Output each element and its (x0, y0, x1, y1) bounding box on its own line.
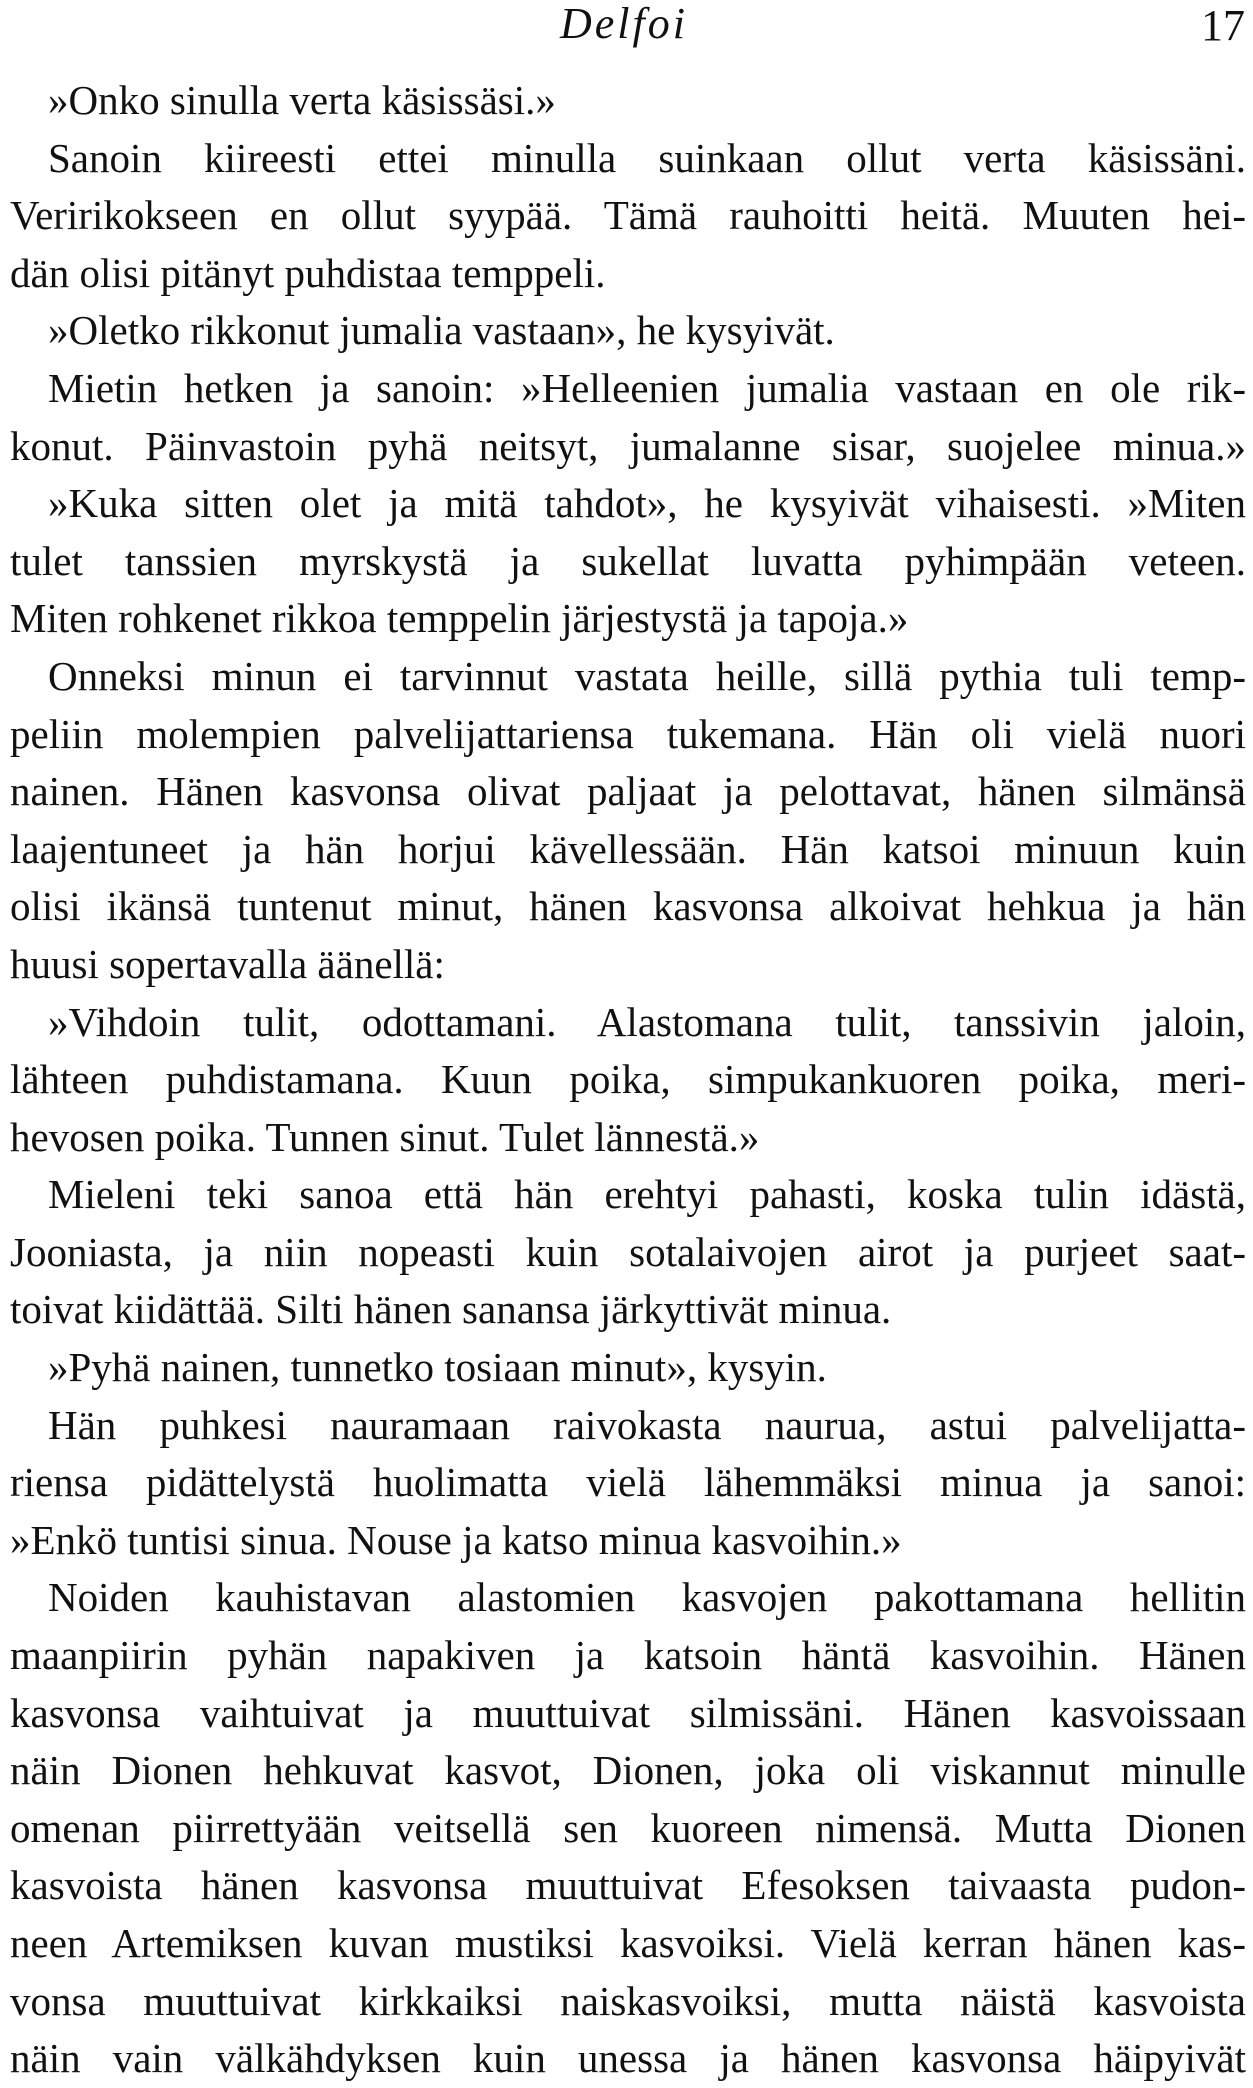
text-line: »Pyhä nainen, tunnetko tosiaan minut», kysyin. (48, 1344, 827, 1391)
text-line: maanpiirin pyhän napakiven ja katsoin häntä kasvoihin. Hänen (10, 1632, 1246, 1679)
text-line: hevosen poika. Tunnen sinut. Tulet lännestä.» (10, 1113, 760, 1160)
text-line: omenan piirrettyään veitsellä sen kuoreen nimensä. Mutta Dionen (10, 1804, 1246, 1851)
text-line: tulet tanssien myrskystä ja sukellat luvatta pyhimpään veteen. (10, 537, 1246, 584)
text-line: kasvoista hänen kasvonsa muuttuivat Efesoksen taivaasta pudon- (10, 1862, 1246, 1909)
text-line: olisi ikänsä tuntenut minut, hänen kasvonsa alkoivat hehkua ja hän (10, 883, 1246, 930)
text-line: konut. Päinvastoin pyhä neitsyt, jumalanne sisar, suojelee minua.» (10, 422, 1246, 469)
page-number: 17 (1201, 1, 1245, 50)
text-line: huusi sopertavalla äänellä: (10, 940, 445, 987)
text-line: Noiden kauhistavan alastomien kasvojen pakottamana hellitin (48, 1574, 1246, 1621)
text-line: Veririkokseen en ollut syypää. Tämä rauhoitti heitä. Muuten hei- (10, 192, 1246, 239)
text-line: toivat kiidättää. Silti hänen sanansa järkyttivät minua. (10, 1286, 892, 1333)
text-line: neen Artemiksen kuvan mustiksi kasvoiksi. Vielä kerran hänen kas- (10, 1920, 1246, 1966)
text-line: dän olisi pitänyt puhdistaa temppeli. (10, 249, 606, 296)
text-line: näin Dionen hehkuvat kasvot, Dionen, joka oli viskannut minulle (10, 1747, 1246, 1794)
text-line: lähteen puhdistamana. Kuun poika, simpukankuoren poika, meri- (10, 1056, 1246, 1103)
text-line: Hän puhkesi nauramaan raivokasta naurua, astui palvelijatta- (48, 1401, 1246, 1448)
text-line: riensa pidättelystä huolimatta vielä lähemmäksi minua ja sanoi: (10, 1459, 1246, 1506)
text-line: Miten rohkenet rikkoa temppelin järjestystä ja tapoja.» (10, 595, 909, 642)
text-line: »Vihdoin tulit, odottamani. Alastomana tulit, tanssivin jaloin, (48, 998, 1246, 1045)
text-line: näin vain välkähdyksen kuin unessa ja hänen kasvonsa häipyivät (10, 2035, 1246, 2082)
text-line: laajentuneet ja hän horjui kävellessään. Hän katsoi minuun kuin (10, 825, 1246, 872)
running-title: Delfoi (560, 0, 688, 48)
text-line: Onneksi minun ei tarvinnut vastata heille, sillä pythia tuli temp- (48, 652, 1246, 699)
text-line: peliin molempien palvelijattariensa tukemana. Hän oli vielä nuori (10, 710, 1246, 757)
text-line: Mietin hetken ja sanoin: »Helleenien jumalia vastaan en ole rik- (48, 364, 1246, 411)
body-text (10, 72, 1246, 2088)
text-line: nainen. Hänen kasvonsa olivat paljaat ja pelottavat, hänen silmänsä (10, 768, 1246, 815)
text-line: »Enkö tuntisi sinua. Nouse ja katso minua kasvoihin.» (10, 1516, 902, 1563)
text-line: vonsa muuttuivat kirkkaiksi naiskasvoiksi, mutta näistä kasvoista (10, 1977, 1246, 2024)
text-line: »Oletko rikkonut jumalia vastaan», he kysyivät. (48, 307, 835, 354)
text-line: kasvonsa vaihtuivat ja muuttuivat silmissäni. Hänen kasvoissaan (10, 1689, 1246, 1736)
text-line: »Onko sinulla verta käsissäsi.» (48, 77, 556, 123)
text-line: Sanoin kiireesti ettei minulla suinkaan ollut verta käsissäni. (48, 134, 1246, 181)
text-line: Mieleni teki sanoa että hän erehtyi pahasti, koska tulin idästä, (48, 1171, 1246, 1218)
running-head (0, 0, 1253, 60)
text-line: Jooniasta, ja niin nopeasti kuin sotalaivojen airot ja purjeet saat- (10, 1228, 1246, 1275)
text-line: »Kuka sitten olet ja mitä tahdot», he kysyivät vihaisesti. »Miten (48, 480, 1246, 527)
